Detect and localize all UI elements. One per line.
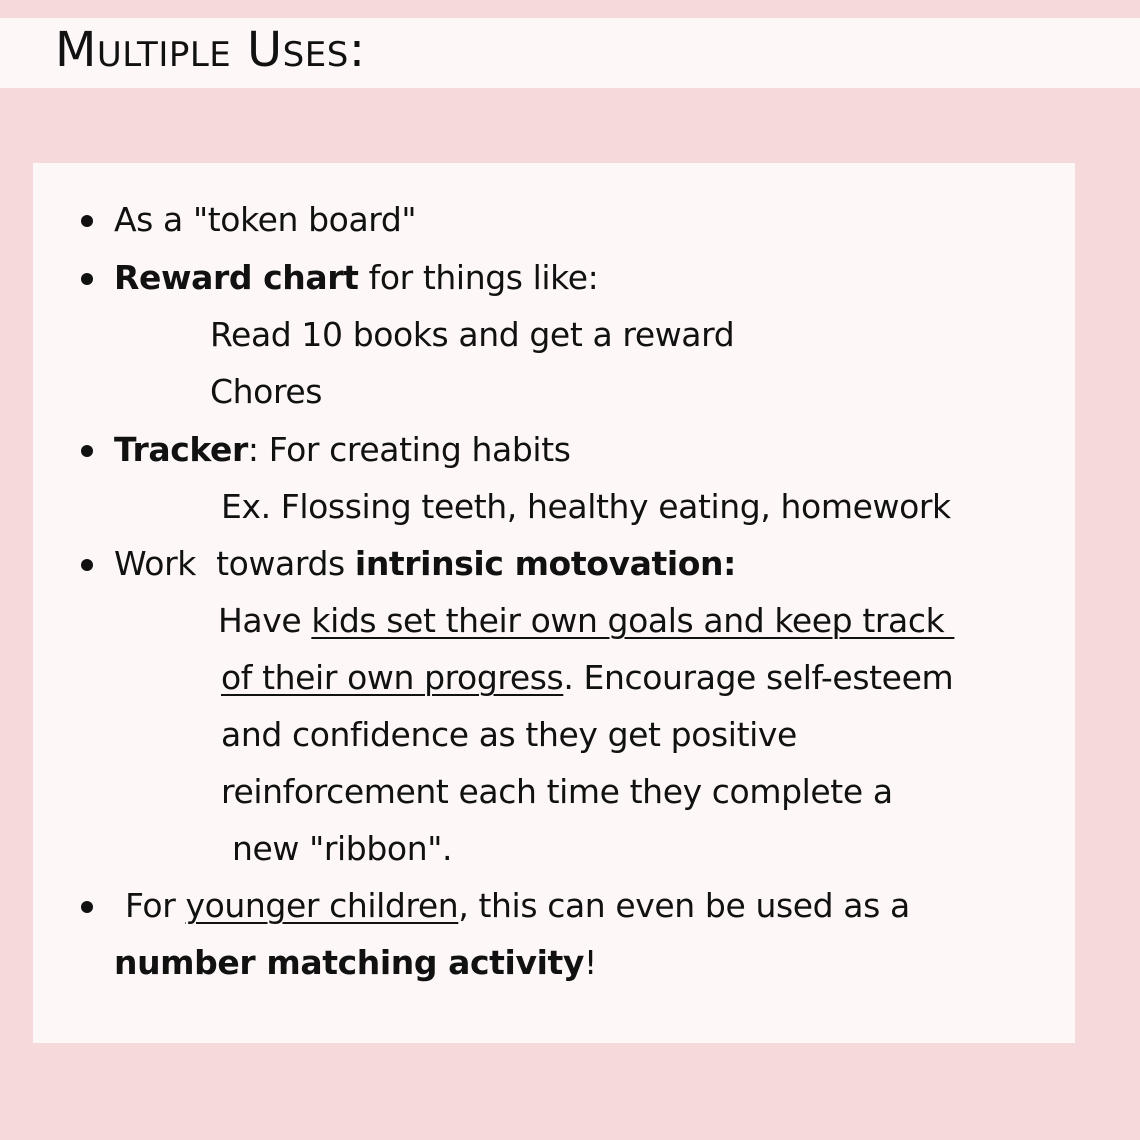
sub-item-goals-line-4: reinforcement each time they complete a — [221, 772, 893, 811]
sub-item-read-books: Read 10 books and get a reward — [210, 315, 735, 354]
item-underlined-text: kids set their own goals and keep track — [311, 601, 955, 640]
sub-item-chores: Chores — [210, 372, 323, 411]
item-text: for things like: — [358, 258, 599, 297]
page-title: Multiple Uses: — [55, 22, 366, 78]
item-text: . Encourage self-esteem — [563, 658, 954, 697]
list-item-tracker — [114, 430, 571, 469]
bullet-dot — [81, 215, 93, 227]
bullet-dot — [81, 559, 93, 571]
item-bold-text: intrinsic motovation: — [354, 544, 736, 583]
item-bold-text: Reward chart — [114, 258, 359, 297]
sub-item-goals-line-2 — [221, 658, 954, 697]
bullet-dot — [81, 901, 93, 913]
item-text: For — [125, 886, 186, 925]
list-item-reward-chart — [114, 258, 599, 297]
item-underlined-text: of their own progress — [221, 658, 564, 697]
item-bold-text: number matching activity — [114, 943, 584, 982]
item-text: Have — [218, 601, 312, 640]
sub-item-examples: Ex. Flossing teeth, healthy eating, homework — [221, 487, 951, 526]
list-item-token-board — [114, 200, 417, 239]
list-item-younger-children-line-2 — [114, 943, 597, 982]
item-text: ! — [583, 943, 597, 982]
sub-item-goals-line-1 — [218, 601, 955, 640]
bullet-dot — [81, 445, 93, 457]
sub-item-goals-line-5: new "ribbon". — [232, 829, 453, 868]
item-underlined-text: younger children — [185, 886, 459, 925]
bullet-dot — [81, 273, 93, 285]
sub-item-goals-line-3: and confidence as they get positive — [221, 715, 797, 754]
list-item-younger-children — [125, 886, 910, 925]
item-text: , this can even be used as a — [458, 886, 910, 925]
item-bold-text: Tracker — [114, 430, 248, 469]
list-item-intrinsic-motivation — [114, 544, 736, 583]
item-text: As a "token board" — [114, 200, 417, 239]
item-text: : For creating habits — [247, 430, 571, 469]
item-text: Work towards — [114, 544, 355, 583]
